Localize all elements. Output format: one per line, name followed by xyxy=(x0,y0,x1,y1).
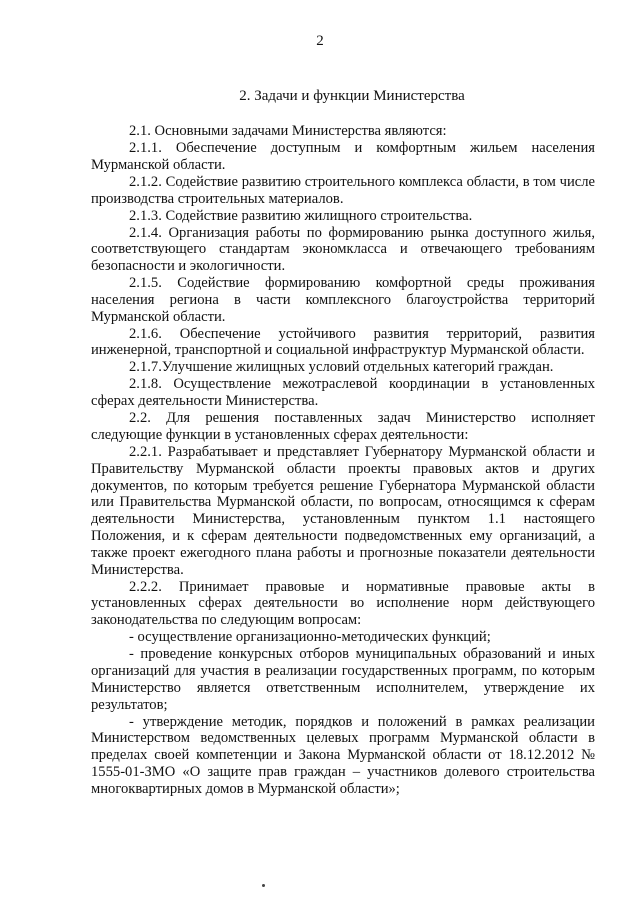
paragraph: 2.1.7.Улучшение жилищных условий отдельных категорий граждан. xyxy=(129,359,554,376)
paragraph: 2.1.2. Содействие развитию строительного комплекса области, в том числе производства строительных материалов. xyxy=(91,173,595,207)
paragraph: 2.2.2. Принимает правовые и нормативные правовые акты в установленных сферах деятельности во исполнение норм действующего законодательства по следующим вопросам: xyxy=(91,578,595,629)
paragraph: 2.1.1. Обеспечение доступным и комфортным жильем населения Мурманской области. xyxy=(91,139,595,173)
section-heading: 2. Задачи и функции Министерства xyxy=(239,88,465,104)
paragraph: 2.2.1. Разрабатывает и представляет Губернатору Мурманской области и Правительству Мурманской области проекты правовых актов и других документов, по которым требуется решение Губернатора Мурманской области или Правительства Мурманской области, по вопросам, относящимся к сферам деятельности Министерства, установленным пунктом 1.1 настоящего Положения, и к сферам деятельности подведомственных ему организаций, а также проект ежегодного плана работы и прогнозные показатели деятельности Министерства. xyxy=(91,444,595,578)
list-item: - осуществление организационно-методических функций; xyxy=(129,629,491,646)
list-item: - утверждение методик, порядков и положений в рамках реализации Министерством ведомственных целевых программ Мурманской области в пределах своей компетенции и Закона Мурманской области от 18.12.2012 № 1555-01-ЗМО «О защите прав граждан – участников долевого строительства многоквартирных домов в Мурманской области»; xyxy=(91,713,595,797)
document-body xyxy=(91,123,595,798)
paragraph: 2.1. Основными задачами Министерства являются: xyxy=(129,123,447,139)
paragraph: 2.1.8. Осуществление межотраслевой координации в установленных сферах деятельности Министерства. xyxy=(91,376,595,410)
paragraph: 2.2. Для решения поставленных задач Министерство исполняет следующие функции в установленных сферах деятельности: xyxy=(91,410,595,444)
list-item: - проведение конкурсных отборов муниципальных образований и иных организаций для участия в реализации государственных программ, по которым Министерство является ответственным исполнителем, утверждение их результатов; xyxy=(91,646,595,713)
paragraph: 2.1.5. Содействие формированию комфортной среды проживания населения региона в части комплексного благоустройства территорий Мурманской области. xyxy=(91,275,595,325)
scan-speck xyxy=(262,884,265,887)
paragraph: 2.1.3. Содействие развитию жилищного строительства. xyxy=(129,207,473,224)
paragraph: 2.1.6. Обеспечение устойчивого развития территорий, развития инженерной, транспортной и социальной инфраструктур Мурманской области. xyxy=(91,325,595,359)
page-number: 2 xyxy=(316,33,324,49)
paragraph: 2.1.4. Организация работы по формированию рынка доступного жилья, соответствующего стандартам экономкласса и отвечающего требованиям безопасности и экологичности. xyxy=(91,224,595,275)
